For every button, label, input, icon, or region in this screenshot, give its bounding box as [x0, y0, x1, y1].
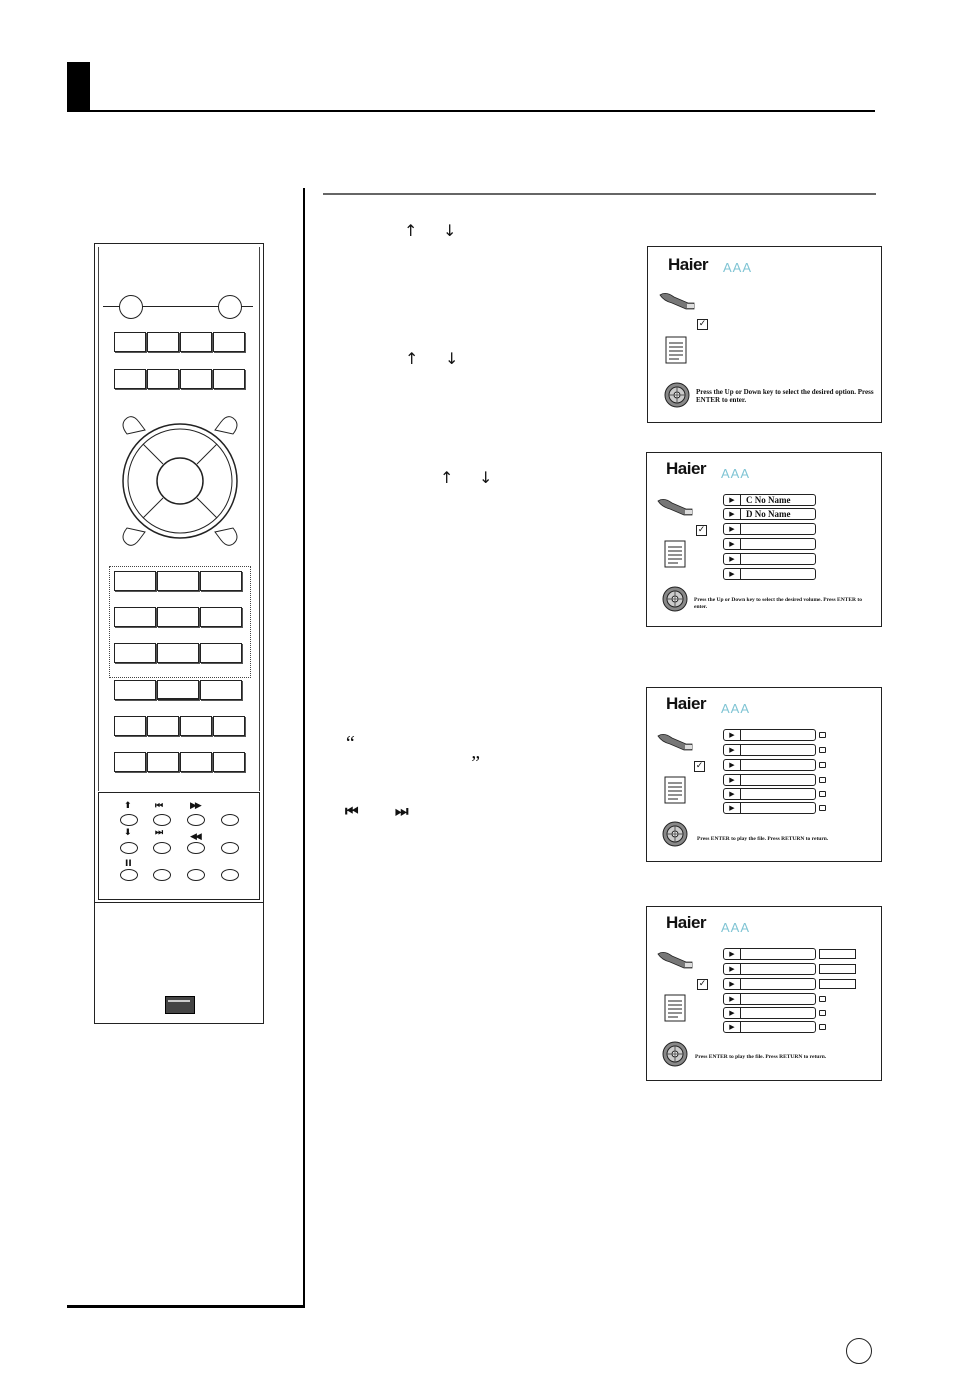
power-button[interactable] — [119, 295, 143, 319]
number-button[interactable] — [157, 571, 199, 591]
number-button[interactable] — [157, 643, 199, 663]
disc-icon — [662, 586, 688, 612]
number-button[interactable] — [200, 643, 242, 663]
skip-prev-icon: ⏮ — [345, 802, 356, 820]
file-item[interactable]: ▶ — [723, 729, 816, 741]
remote-button[interactable] — [147, 369, 179, 389]
prev-button[interactable] — [153, 814, 171, 826]
down-icon: ⬇ — [124, 828, 132, 838]
mute-button[interactable] — [218, 295, 242, 319]
file-item[interactable]: ▶ — [723, 802, 816, 814]
column-divider — [303, 188, 305, 1308]
file-item[interactable]: ▶ — [723, 978, 816, 990]
checkbox[interactable]: ✓ — [697, 525, 706, 535]
header-block — [67, 62, 90, 112]
up-icon: ⬆ — [124, 801, 132, 811]
remote-button[interactable] — [114, 752, 146, 772]
remote-oval-button[interactable] — [221, 814, 239, 826]
file-item[interactable]: ▶ — [723, 759, 816, 771]
volume-item[interactable]: ▶ C No Name — [723, 494, 816, 506]
menu-screen-source — [647, 246, 882, 423]
file-item[interactable]: ▶ — [723, 1021, 816, 1033]
file-icon — [819, 996, 826, 1002]
remote-button[interactable] — [147, 716, 179, 736]
remote-button[interactable] — [114, 369, 146, 389]
number-button[interactable] — [114, 643, 156, 663]
file-icon — [819, 791, 826, 797]
usb-icon — [656, 497, 694, 519]
disc-icon — [662, 821, 688, 847]
remote-button[interactable] — [180, 716, 212, 736]
remote-oval-button[interactable] — [221, 869, 239, 881]
fast-forward-icon: ▶▶ — [190, 801, 200, 811]
next-icon: ⏭ — [155, 828, 164, 838]
remote-logo-plate — [165, 996, 195, 1014]
remote-button[interactable] — [180, 752, 212, 772]
disc-icon — [662, 1041, 688, 1067]
help-message: Press the Up or Down key to select the desired option. Press ENTER to enter. — [696, 388, 874, 404]
volume-item[interactable]: ▶ D No Name — [723, 508, 816, 520]
down-arrow-icon: ↓ — [445, 349, 459, 368]
remote-oval-button[interactable] — [221, 842, 239, 854]
disc-icon — [664, 382, 690, 408]
file-list-screen — [646, 687, 882, 862]
file-item[interactable]: ▶ — [723, 788, 816, 800]
header-rule — [67, 110, 875, 112]
down-arrow-icon: ↓ — [479, 468, 493, 487]
brand-text: AAA — [723, 260, 753, 275]
file-info-box — [819, 949, 856, 959]
remote-button[interactable] — [213, 369, 245, 389]
rewind-button[interactable] — [187, 842, 205, 854]
remote-button[interactable] — [114, 716, 146, 736]
remote-control — [94, 243, 264, 1024]
remote-button[interactable] — [180, 369, 212, 389]
checkbox[interactable]: ✓ — [695, 761, 704, 771]
down-button[interactable] — [120, 842, 138, 854]
number-button[interactable] — [200, 571, 242, 591]
file-icon — [819, 732, 826, 738]
document-icon — [665, 336, 687, 364]
number-button[interactable] — [200, 607, 242, 627]
file-icon — [819, 805, 826, 811]
brand-text: AAA — [721, 701, 751, 716]
haier-logo: Haier — [668, 255, 709, 274]
up-arrow-icon: ↑ — [440, 468, 454, 487]
volume-item[interactable]: ▶ — [723, 553, 816, 565]
file-info-box — [819, 979, 856, 989]
remote-base-line — [95, 902, 263, 903]
volume-item[interactable]: ▶ — [723, 538, 816, 550]
help-message: Press ENTER to play the file. Press RETURN to return. — [697, 836, 829, 842]
number-button[interactable] — [157, 607, 199, 627]
skip-next-icon: ⏭ — [395, 802, 406, 820]
volume-item[interactable]: ▶ — [723, 568, 816, 580]
remote-button[interactable] — [180, 332, 212, 352]
remote-button[interactable] — [114, 680, 156, 700]
up-button[interactable] — [120, 814, 138, 826]
brand-text: AAA — [721, 920, 751, 935]
remote-button[interactable] — [213, 332, 245, 352]
file-list-screen-playing — [646, 906, 882, 1081]
open-quote: “ — [344, 732, 356, 754]
file-icon — [819, 777, 826, 783]
rewind-icon: ◀◀ — [190, 832, 200, 842]
remote-button[interactable] — [114, 332, 146, 352]
usb-icon — [658, 291, 696, 313]
close-quote: ” — [469, 752, 481, 774]
menu-screen-volume — [646, 452, 882, 627]
help-message: Press the Up or Down key to select the desired volume. Press ENTER to enter. — [694, 597, 862, 610]
brand-text: AAA — [721, 466, 751, 481]
file-info-box — [819, 964, 856, 974]
document-icon — [664, 776, 686, 804]
remote-oval-button[interactable] — [153, 869, 171, 881]
down-arrow-icon: ↓ — [443, 221, 457, 240]
footer-rule — [67, 1305, 305, 1308]
document-icon — [664, 994, 686, 1022]
remote-button[interactable] — [200, 680, 242, 700]
up-arrow-icon: ↑ — [404, 221, 418, 240]
remote-button[interactable] — [213, 752, 245, 772]
pause-button[interactable] — [120, 869, 138, 881]
up-arrow-icon: ↑ — [405, 349, 419, 368]
file-item[interactable]: ▶ — [723, 744, 816, 756]
page-number-badge — [846, 1338, 872, 1364]
haier-logo: Haier — [666, 694, 707, 713]
file-icon — [819, 1010, 826, 1016]
file-icon — [819, 1024, 826, 1030]
document-icon — [664, 540, 686, 568]
usb-icon — [656, 950, 694, 972]
usb-icon — [656, 732, 694, 754]
fast-forward-button[interactable] — [187, 814, 205, 826]
checkbox[interactable]: ✓ — [698, 979, 707, 989]
remote-oval-button[interactable] — [187, 869, 205, 881]
haier-logo: Haier — [666, 459, 707, 478]
remote-button[interactable] — [213, 716, 245, 736]
remote-button[interactable] — [147, 752, 179, 772]
pause-icon: II — [125, 859, 132, 869]
file-item[interactable]: ▶ — [723, 774, 816, 786]
file-item[interactable]: ▶ — [723, 1007, 816, 1019]
checkbox[interactable]: ✓ — [698, 319, 707, 329]
remote-button[interactable] — [157, 680, 199, 700]
file-icon — [819, 762, 826, 768]
section-rule — [323, 193, 876, 195]
haier-logo: Haier — [666, 913, 707, 932]
remote-button[interactable] — [147, 332, 179, 352]
help-message: Press ENTER to play the file. Press RETURN to return. — [695, 1054, 827, 1060]
prev-icon: ⏮ — [155, 801, 164, 811]
volume-item[interactable]: ▶ — [723, 523, 816, 535]
number-button[interactable] — [114, 607, 156, 627]
file-item[interactable]: ▶ — [723, 993, 816, 1005]
file-item[interactable]: ▶ — [723, 948, 816, 960]
next-button[interactable] — [153, 842, 171, 854]
number-button[interactable] — [114, 571, 156, 591]
nav-pad[interactable] — [113, 414, 247, 548]
file-icon — [819, 747, 826, 753]
file-item[interactable]: ▶ — [723, 963, 816, 975]
